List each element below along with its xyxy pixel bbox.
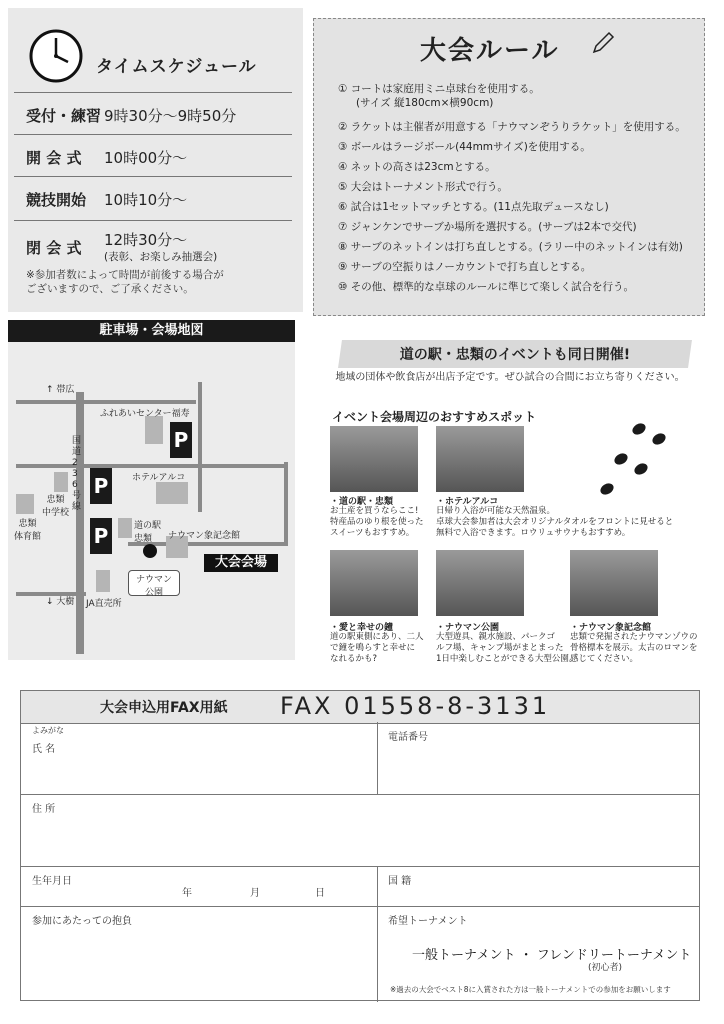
footprint-icon: [612, 451, 629, 467]
michinoeki-building: [118, 518, 132, 538]
rule-item: ⑨ サーブの空振りはノーカウントで打ち直しとする。: [338, 261, 592, 273]
beginner-label: (初心者): [588, 963, 623, 973]
schedule-label: 受付・練習: [26, 107, 102, 125]
rule-item: ⑦ ジャンケンでサーブか場所を選択する。(サーブは2本で交代): [338, 221, 637, 233]
schedule-row: [14, 134, 292, 177]
year-label: 年: [182, 888, 192, 899]
nationality-label: 国 籍: [388, 876, 412, 887]
parking-sign: P: [170, 422, 192, 458]
gym-building: [16, 494, 34, 514]
map-label-gym: 忠類 体育館: [14, 519, 42, 542]
venue-label: 大会会場: [204, 554, 278, 572]
name-label: 氏 名: [32, 744, 56, 755]
footprint-icon: [598, 481, 615, 497]
yomigana-label: よみがな: [32, 726, 64, 735]
map-label-ja: JA直売所: [86, 599, 122, 609]
spot-desc: 日帰り入浴が可能な天然温泉。 卓球大会参加者は大会オリジナルタオルをフロントに見せると 無料で入浴できます。ロウリュサウナもおすすめ。: [436, 506, 674, 538]
event-subtitle: 地域の団体や飲食店が出店予定です。ぜひ試合の合間にお立ち寄りください。: [335, 372, 685, 383]
map-label-taiki: ↓ 大樹: [46, 597, 75, 607]
schedule-value: 10時10分～: [104, 191, 188, 209]
venue-marker: [143, 544, 157, 558]
footprint-icon: [650, 431, 667, 447]
road: [198, 382, 202, 512]
phone-label: 電話番号: [388, 732, 428, 743]
schedule-title: タイムスケジュール: [96, 57, 257, 77]
spots-title: イベント会場周辺のおすすめスポット: [332, 410, 537, 424]
rule-item: ③ ボールはラージボール(44mmサイズ)を使用する。: [338, 141, 591, 153]
address-label: 住 所: [32, 804, 56, 815]
divider: [20, 906, 700, 907]
school-building: [54, 472, 68, 492]
fax-number: FAX 01558-8-3131: [280, 692, 551, 720]
schedule-value: 12時30分～: [104, 231, 188, 249]
fureai-building: [145, 416, 163, 444]
divider: [377, 866, 378, 1002]
map-label-michinoeki: 道の駅 忠類: [134, 521, 162, 544]
spot-name: ・愛と幸せの鐘: [330, 623, 394, 633]
spot-photo-bell: [330, 550, 418, 616]
venue-map: [8, 342, 295, 660]
route-236-road: [76, 392, 84, 654]
map-heading: 駐車場・会場地図: [8, 320, 295, 342]
pencil-icon: [590, 30, 616, 56]
map-label-school: 忠類 中学校: [42, 495, 70, 518]
schedule-label: 閉 会 式: [26, 239, 82, 257]
spot-name: ・ナウマン象記念館: [570, 623, 652, 633]
schedule-value: 10時00分～: [104, 149, 188, 167]
spot-desc: 忠類で発掘されたナウマンゾウの 骨格標本を展示。太古のロマンを 感じてください。: [570, 632, 698, 664]
rule-item: ② ラケットは主催者が用意する「ナウマンぞうりラケット」を使用する。: [338, 121, 686, 133]
phone-field[interactable]: [388, 742, 688, 790]
tournament-options[interactable]: 一般トーナメント ・ フレンドリートーナメント: [412, 948, 692, 963]
spot-photo-hotel: [436, 426, 524, 492]
hotel-building: [156, 482, 188, 504]
rule-item: ⑧ サーブのネットインは打ち直しとする。(ラリー中のネットインは有効): [338, 241, 683, 253]
spot-desc: お土産を買うならここ! 特産品のゆり根を使った スイーツもおすすめ。: [330, 506, 424, 538]
spot-name: ・ホテルアルコ: [436, 497, 499, 507]
divider: [377, 722, 378, 794]
schedule-note: ございますので、ご了承ください。: [26, 283, 194, 295]
tournament-footnote: ※過去の大会でベスト8に入賞された方は一般トーナメントでの参加をお願いします: [390, 985, 671, 994]
spot-desc: 道の駅東側にあり、二人 で鐘を鳴らすと幸せに なれるかも?: [330, 632, 424, 664]
parking-sign: P: [90, 468, 112, 504]
map-label-museum: ナウマン象記念館: [168, 531, 241, 541]
rule-item: ⑥ 試合は1セットマッチとする。(11点先取デュースなし): [338, 201, 609, 213]
map-label-obihiro: ↑ 帯広: [46, 385, 75, 395]
divider: [20, 866, 700, 867]
birth-label: 生年月日: [32, 876, 72, 887]
road: [16, 464, 286, 468]
ambition-field[interactable]: [30, 928, 370, 998]
schedule-label: 競技開始: [26, 191, 87, 209]
spot-photo-michinoeki: [330, 426, 418, 492]
spot-photo-park: [436, 550, 524, 616]
map-label-park: ナウマン 公園: [136, 575, 173, 598]
schedule-row: [14, 92, 292, 135]
map-label-fureai: ふれあいセンター福寿: [100, 409, 190, 419]
rule-item: ① コートは家庭用ミニ卓球台を使用する。: [338, 83, 540, 95]
spot-photo-museum: [570, 550, 658, 616]
footprint-icon: [632, 461, 649, 477]
month-label: 月: [250, 888, 260, 899]
ambition-label: 参加にあたっての抱負: [32, 916, 132, 927]
ja-building: [96, 570, 110, 592]
rule-item: ⑩ その他、標準的な卓球のルールに準じて楽しく試合を行う。: [338, 281, 635, 293]
schedule-row: [14, 176, 292, 221]
day-label: 日: [315, 888, 325, 899]
rules-title: 大会ルール: [420, 36, 560, 66]
name-field[interactable]: [80, 740, 370, 790]
clock-icon: [28, 28, 84, 84]
parking-sign: P: [90, 518, 112, 554]
fax-form-title: 大会申込用FAX用紙: [100, 700, 228, 716]
rule-item: ⑤ 大会はトーナメント形式で行う。: [338, 181, 508, 193]
event-title: 道の駅・忠類のイベントも同日開催!: [399, 347, 631, 363]
schedule-note: ※参加者数によって時間が前後する場合が: [26, 269, 224, 281]
schedule-row: [14, 220, 292, 305]
schedule-label: 開 会 式: [26, 149, 82, 167]
spot-desc: 大型遊具、親水施設、パークゴ ルフ場、キャンプ場がまとまった 1日中楽しむことができる大型公園。: [436, 632, 578, 664]
spot-name: ・ナウマン公園: [436, 623, 500, 633]
rule-item: (サイズ 縦180cm×横90cm): [356, 97, 494, 109]
divider: [20, 794, 700, 795]
map-label-route: 国道236号線: [72, 436, 82, 512]
schedule-value: 9時30分～9時50分: [104, 107, 237, 125]
road: [16, 400, 196, 404]
address-field[interactable]: [80, 800, 690, 862]
tournament-label: 希望トーナメント: [388, 916, 468, 927]
rule-item: ④ ネットの高さは23cmとする。: [338, 161, 496, 173]
road: [284, 462, 288, 542]
footprint-icon: [630, 421, 647, 437]
map-label-hotel: ホテルアルコ: [132, 473, 186, 483]
schedule-sub: (表彰、お楽しみ抽選会): [104, 251, 218, 263]
spot-name: ・道の駅・忠類: [330, 497, 394, 507]
